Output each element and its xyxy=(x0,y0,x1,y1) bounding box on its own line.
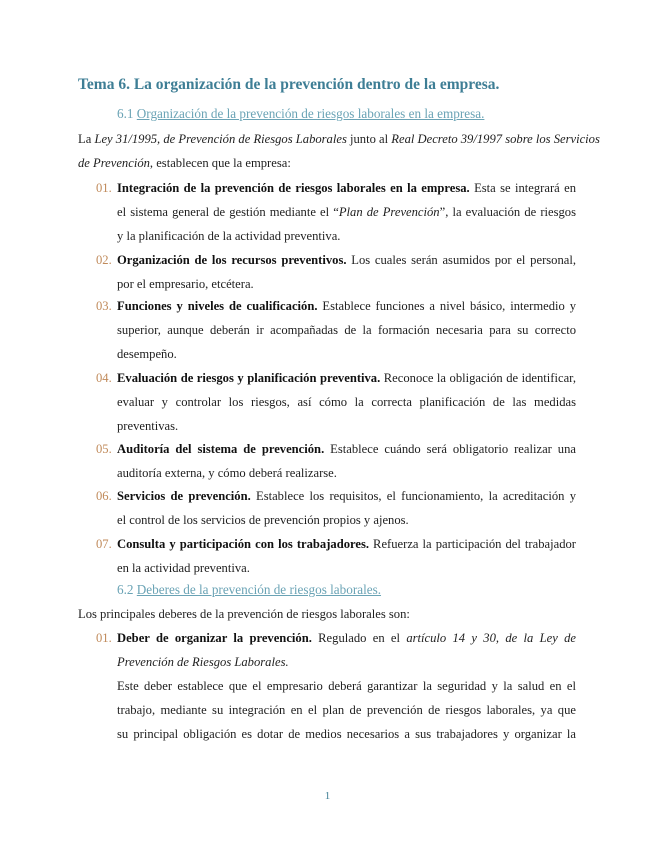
item-number: 05. xyxy=(96,442,112,456)
item-text: el sistema general de gestión mediante el “ xyxy=(117,205,339,219)
list-item xyxy=(117,180,576,196)
page-title: Tema 6. La organización de la prevención dentro de la empresa. xyxy=(78,76,500,93)
decree-reference: de Prevención xyxy=(78,156,150,170)
item-line: y la planificación de la actividad preventiva. xyxy=(117,229,341,243)
item-number: 07. xyxy=(96,537,112,551)
item-text: evaluar y controlar los riesgos, así cómo la correcta planificación de las medidas xyxy=(117,395,576,409)
section-link[interactable]: Organización de la prevención de riesgos laborales en la empresa. xyxy=(136,106,485,121)
item-number: 01. xyxy=(96,631,112,645)
item-line xyxy=(117,726,576,742)
section-heading-6-2 xyxy=(117,582,381,598)
item-text: Este deber establece que el empresario deberá garantizar la seguridad y la salud en el xyxy=(117,679,576,693)
item-line xyxy=(117,702,576,718)
list-item xyxy=(117,370,576,386)
item-line: en la actividad preventiva. xyxy=(117,561,250,575)
intro-text: junto al xyxy=(346,132,392,146)
item-line: desempeño. xyxy=(117,347,177,361)
intro-text: , establecen que la empresa: xyxy=(149,156,291,170)
plan-reference: Plan de Prevención xyxy=(338,205,440,219)
item-number: 01. xyxy=(96,181,112,195)
item-text: su principal obligación es dotar de medios necesarios a sus trabajadores y organizar la xyxy=(117,727,576,741)
list-item xyxy=(117,252,576,268)
list-item xyxy=(117,488,576,504)
item-line: preventivas. xyxy=(117,419,179,433)
list-item xyxy=(117,441,576,457)
item-line xyxy=(117,322,576,338)
item-text: Establece funciones a nivel básico, intermedio y xyxy=(317,299,577,313)
list-item xyxy=(117,630,576,646)
decree-reference: Real Decreto 39/1997 sobre los Servicios xyxy=(391,132,600,146)
intro-text: La xyxy=(78,132,95,146)
duties-intro: Los principales deberes de la prevención de riesgos laborales son: xyxy=(78,607,410,621)
item-text: ”, la evaluación de riesgos xyxy=(439,205,577,219)
item-text: Establece cuándo será obligatorio realizar una xyxy=(324,442,576,456)
item-line xyxy=(117,678,576,694)
item-text: Establece los requisitos, el funcionamiento, la acreditación y xyxy=(250,489,576,503)
item-line xyxy=(117,654,289,670)
list-item xyxy=(117,298,576,314)
section-number: 6.2 xyxy=(117,582,134,597)
item-number: 06. xyxy=(96,489,112,503)
law-reference: Ley 31/1995, de Prevención de Riesgos Laborales xyxy=(94,132,347,146)
item-text: trabajo, mediante su integración en el plan de prevención de riesgos laborales, ya que xyxy=(117,703,576,717)
article-reference: artículo 14 y 30, de la Ley de xyxy=(406,631,576,645)
intro-line-1 xyxy=(78,131,600,147)
item-number: 02. xyxy=(96,253,112,267)
item-number: 03. xyxy=(96,299,112,313)
item-text: Reconoce la obligación de identificar, xyxy=(380,371,576,385)
item-line: por el empresario, etcétera. xyxy=(117,277,254,291)
item-text: Refuerza la participación del trabajador xyxy=(369,537,576,551)
section-number: 6.1 xyxy=(117,106,134,121)
item-heading: Auditoría del sistema de prevención. xyxy=(117,442,325,456)
item-line xyxy=(117,204,576,220)
item-text: Regulado en el xyxy=(311,631,407,645)
item-heading: Organización de los recursos preventivos. xyxy=(117,253,347,267)
item-number: 04. xyxy=(96,371,112,385)
section-link[interactable]: Deberes de la prevención de riesgos laborales. xyxy=(136,582,382,597)
item-heading: Servicios de prevención. xyxy=(117,489,251,503)
page-number: 1 xyxy=(324,790,331,802)
item-text: Esta se integrará en xyxy=(469,181,576,195)
article-reference: Prevención de Riesgos Laborales. xyxy=(117,655,289,669)
item-text: superior, aunque deberán ir acompañadas de la formación necesaria para su correcto xyxy=(117,323,576,337)
intro-line-2 xyxy=(78,155,291,171)
item-line xyxy=(117,394,576,410)
item-heading: Deber de organizar la prevención. xyxy=(117,631,312,645)
item-text: Los cuales serán asumidos por el personal, xyxy=(346,253,576,267)
section-heading-6-1 xyxy=(117,106,484,122)
list-item xyxy=(117,536,576,552)
item-heading: Evaluación de riesgos y planificación preventiva. xyxy=(117,371,381,385)
item-line: el control de los servicios de prevención propios y ajenos. xyxy=(117,513,409,527)
item-line: auditoría externa, y cómo deberá realizarse. xyxy=(117,466,337,480)
item-heading: Integración de la prevención de riesgos laborales en la empresa. xyxy=(117,181,470,195)
item-heading: Funciones y niveles de cualificación. xyxy=(117,299,318,313)
item-heading: Consulta y participación con los trabajadores. xyxy=(117,537,369,551)
